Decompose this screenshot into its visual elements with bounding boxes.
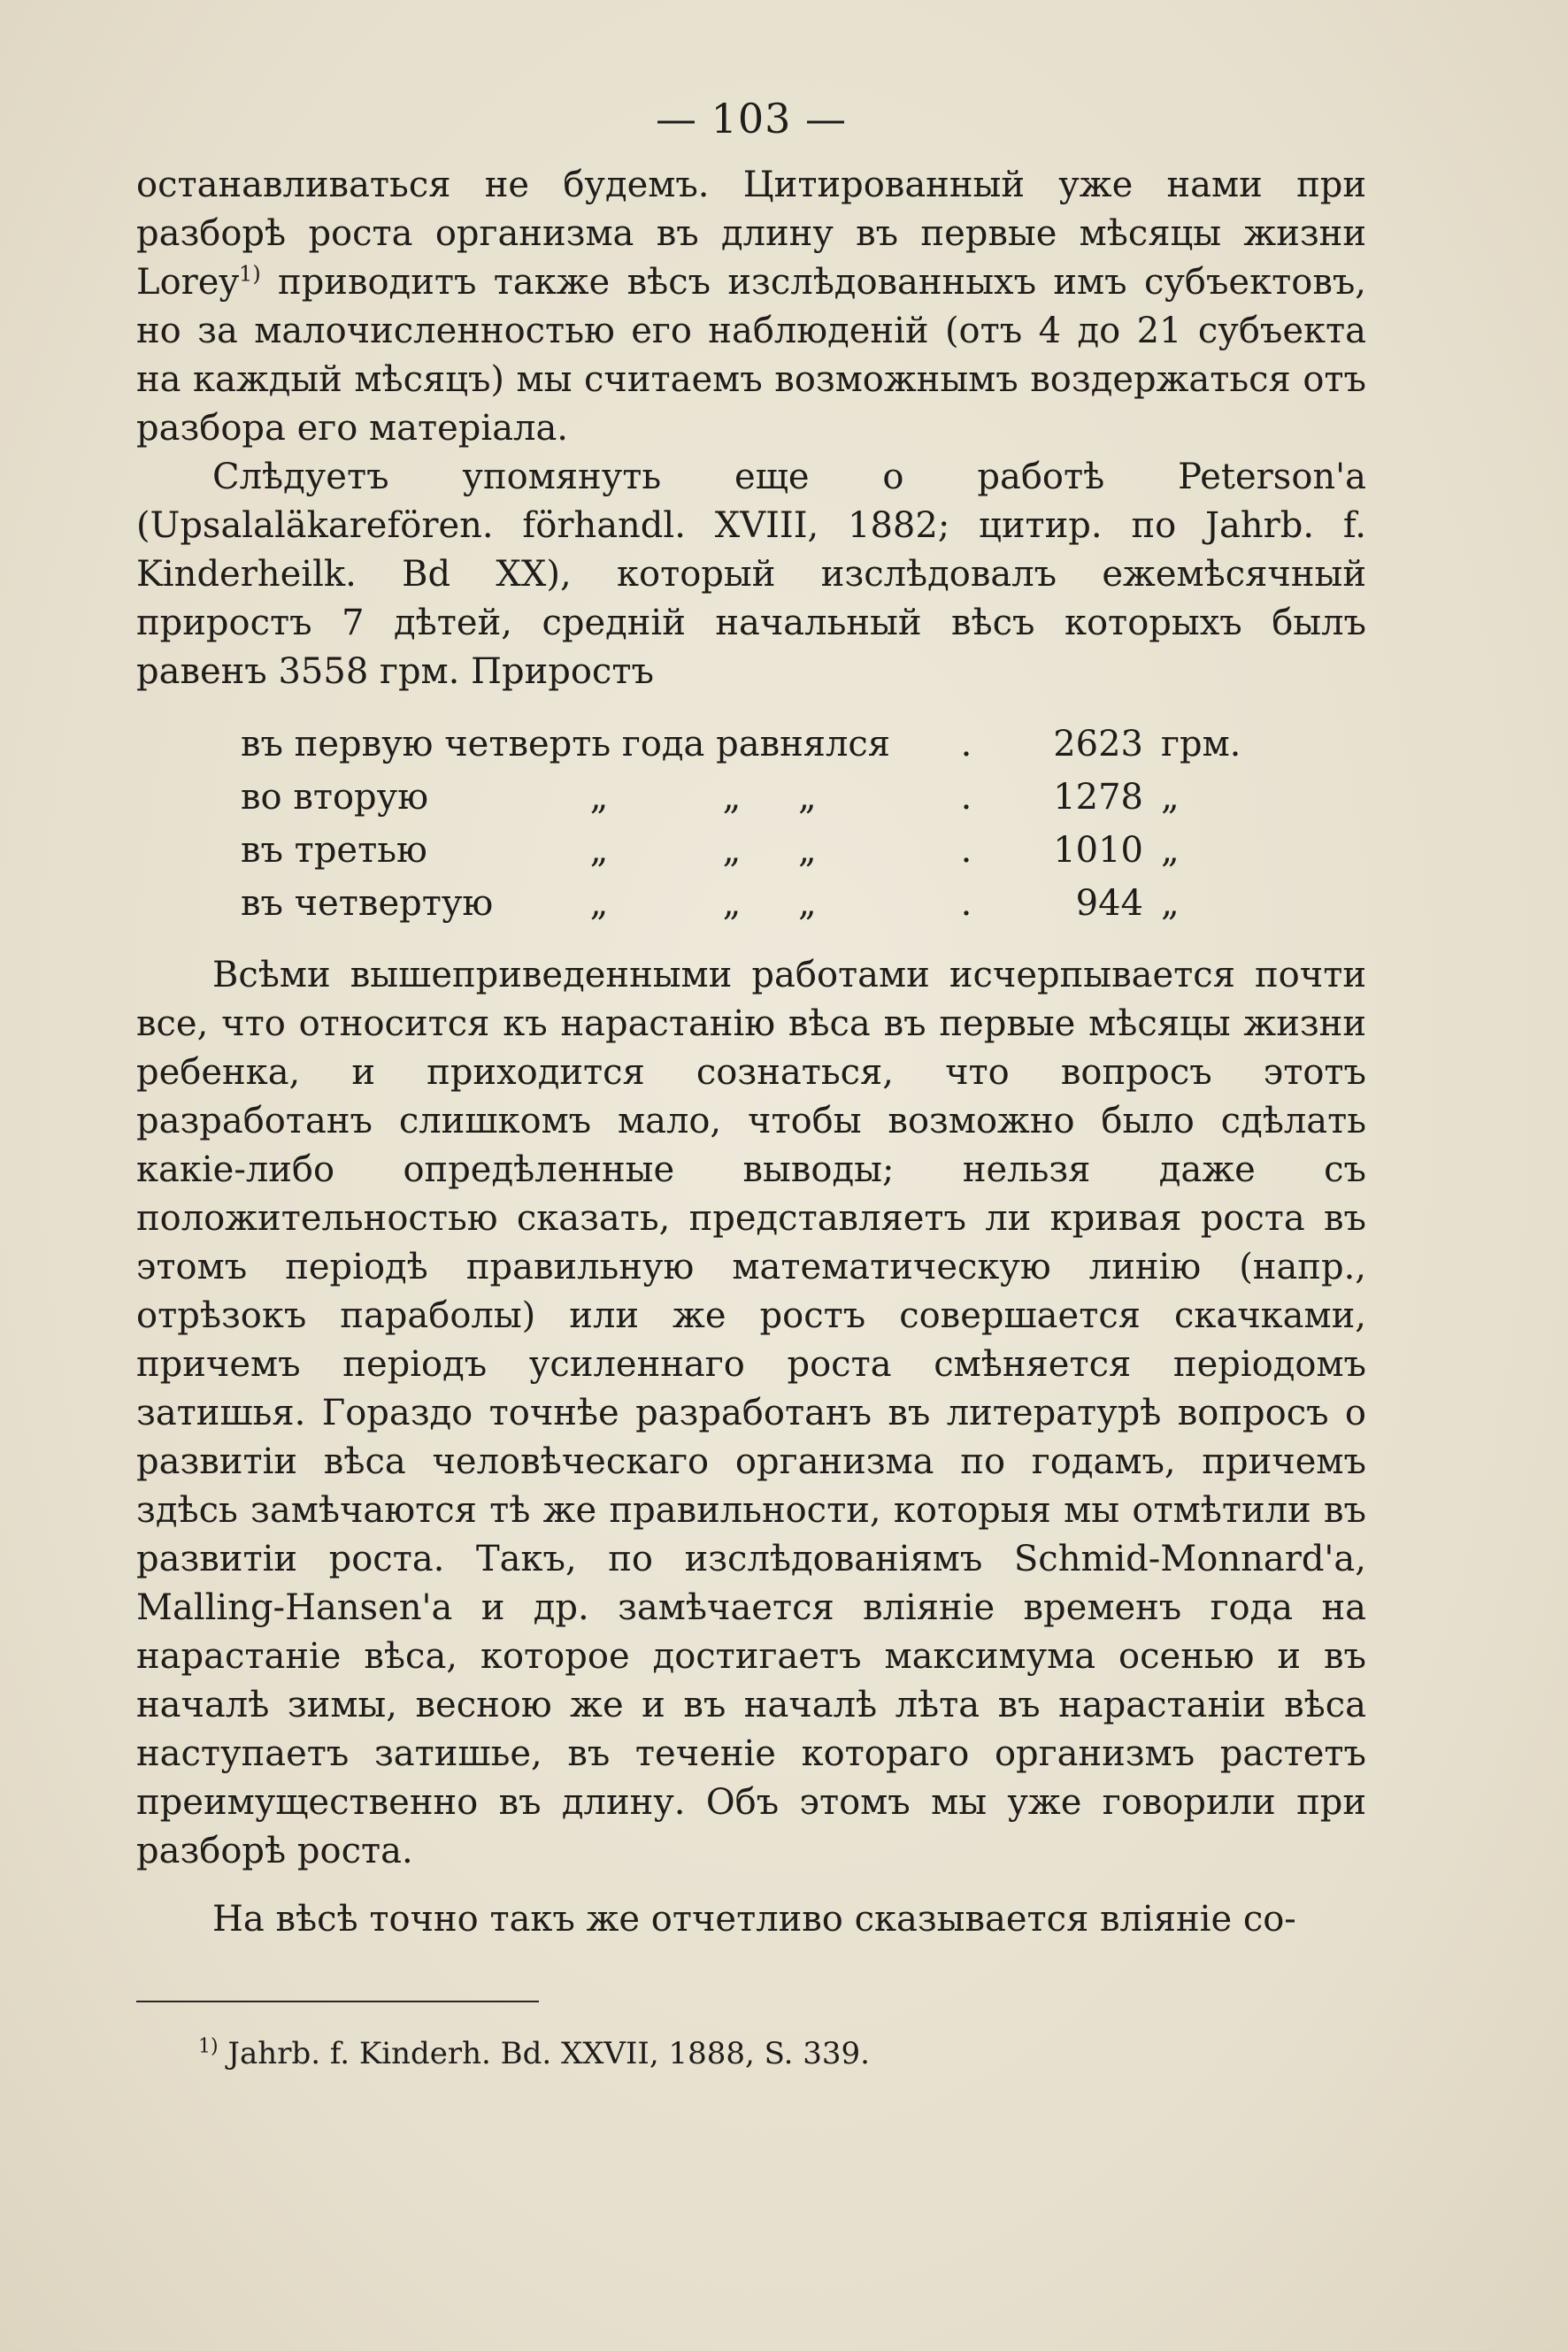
ditto-mark: „	[589, 830, 609, 871]
row-label: въ первую четверть года равнялся	[241, 724, 891, 764]
row-label: во вторую	[241, 777, 429, 818]
footnote-text: Jahrb. f. Kinderh. Bd. XXVII, 1888, S. 339.	[218, 2036, 870, 2071]
weight-gain-table	[241, 718, 1276, 930]
row-value: 1278	[1053, 777, 1143, 818]
footnote-marker: 1)	[198, 2035, 219, 2058]
table-row	[241, 718, 1276, 771]
ditto-mark: „	[589, 883, 609, 924]
row-label: въ четвертую	[241, 883, 494, 924]
paragraph-peterson: Слѣдуетъ упомянуть еще о работѣ Peterson'a (Upsalaläkarefören. förhandl. XVIII, 1882; цитир. по Jahrb. f. Kinderheilk. Bd XX), который изслѣдовалъ ежемѣсячный приростъ 7 дѣтей, средній начальный вѣсъ которыхъ былъ равенъ 3558 грм. Приростъ	[136, 457, 1366, 692]
leader-dot: .	[960, 724, 972, 764]
row-unit: „	[1161, 777, 1180, 818]
footnote-reference: 1)	[239, 261, 261, 287]
leader-dot: .	[960, 777, 972, 818]
leader-dot: .	[960, 883, 972, 924]
ditto-mark: „	[589, 777, 609, 818]
ditto-mark: „	[722, 777, 742, 818]
ditto-mark: „	[722, 830, 742, 871]
row-label: въ третью	[241, 830, 427, 871]
paragraph-text: останавливаться не будемъ. Цитированный уже нами при разборѣ роста организма въ длину въ первые мѣсяцы жизни Lorey	[136, 165, 1366, 303]
row-unit: „	[1161, 883, 1180, 924]
paragraph-final-line: На вѣсѣ точно такъ же отчетливо сказывается вліяніе со-	[212, 1899, 1296, 1940]
paragraph-continuation	[136, 161, 1366, 453]
row-value: 944	[1075, 883, 1143, 924]
leader-dot: .	[960, 830, 972, 871]
ditto-mark: „	[798, 830, 817, 871]
paragraph-summary: Всѣми вышеприведенными работами исчерпывается почти все, что относится къ нарастанію вѣса въ первые мѣсяцы жизни ребенка, и приходится сознаться, что вопросъ этотъ разработанъ слишкомъ мало, чтобы возможно было сдѣлать какіе-либо опредѣленные выводы; нельзя даже съ положительностью сказать, представляетъ ли кривая роста въ этомъ періодѣ правильную математическую линію (напр., отрѣзокъ параболы) или же ростъ совершается скачками, причемъ періодъ усиленнаго роста смѣняется періодомъ затишья. Гораздо точнѣе разработанъ въ литературѣ вопросъ о развитіи вѣса человѣческаго организма по годамъ, причемъ здѣсь замѣчаются тѣ же правильности, которыя мы отмѣтили въ развитіи роста. Такъ, по изслѣдованіямъ Schmid-Monnard'a, Malling-Hansen'a и др. замѣчается вліяніе временъ года на нарастаніе вѣса, которое достигаетъ максимума осенью и въ началѣ зимы, весною же и въ началѣ лѣта въ нарастаніи вѣса наступаетъ затишье, въ теченіе котораго организмъ растетъ преимущественно въ длину. Объ этомъ мы уже говорили при разборѣ роста.	[136, 955, 1366, 1871]
ditto-mark: „	[798, 777, 817, 818]
row-unit: грм.	[1161, 724, 1241, 764]
table-row	[241, 824, 1276, 877]
table-row	[241, 877, 1276, 930]
row-unit: „	[1161, 830, 1180, 871]
page-number: — 103 —	[655, 95, 848, 142]
ditto-mark: „	[798, 883, 817, 924]
book-page	[136, 88, 1366, 2075]
footnote	[198, 2032, 1366, 2075]
row-value: 1010	[1053, 830, 1143, 871]
table-row	[241, 771, 1276, 824]
ditto-mark: „	[722, 883, 742, 924]
paragraph-text-after: приводитъ также вѣсъ изслѣдованныхъ имъ субъектовъ, но за малочисленностью его наблюденій (отъ 4 до 21 субъекта на каждый мѣсяцъ) мы считаемъ возможнымъ воздержаться отъ разбора его матеріала.	[136, 262, 1366, 449]
footnote-divider	[136, 2001, 539, 2002]
row-value: 2623	[1053, 724, 1143, 764]
